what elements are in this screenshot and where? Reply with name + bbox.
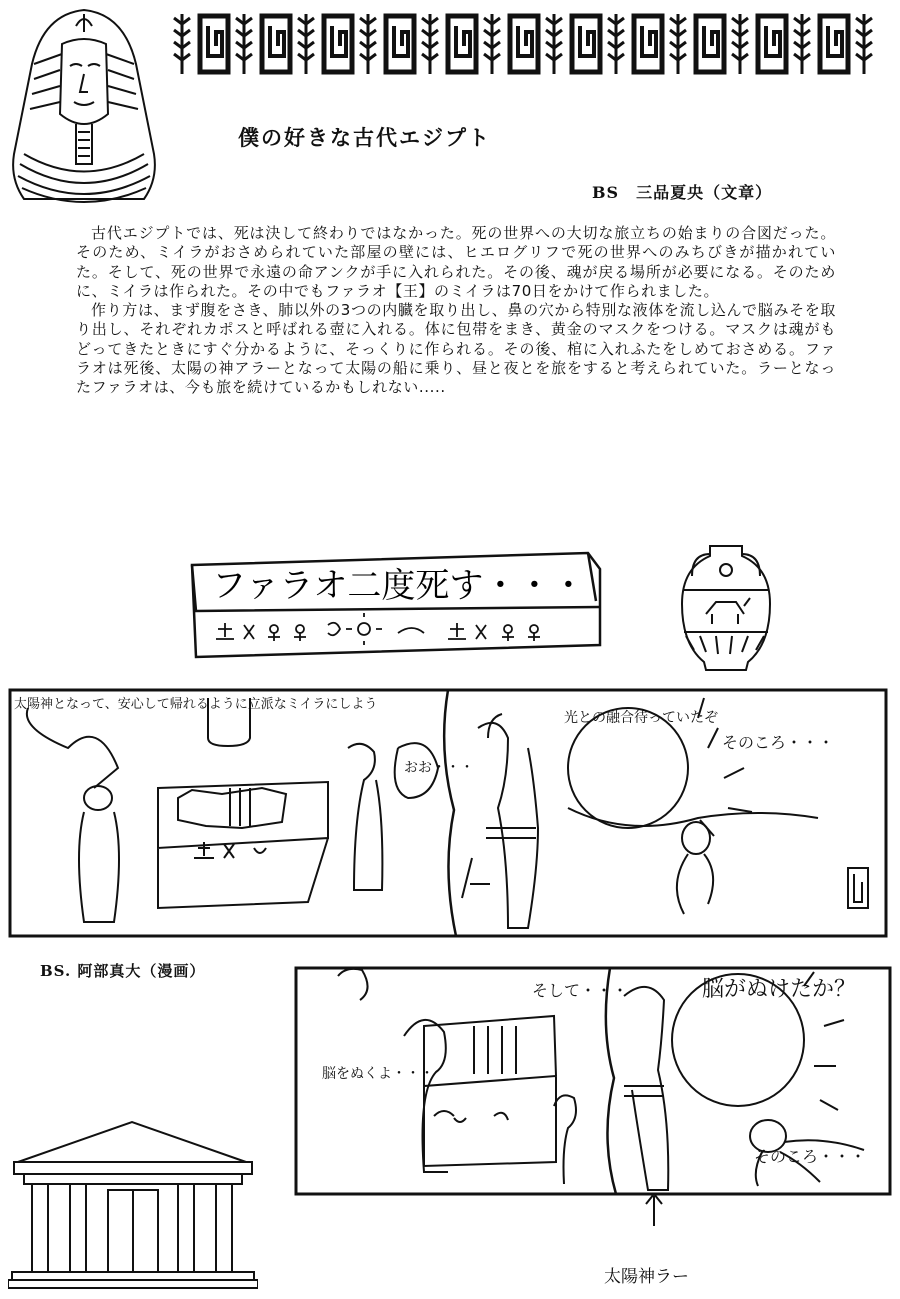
comic-title: ファラオ二度死す・・・ [212,566,586,606]
article-paragraph: 作り方は、まず腹をさき、肺以外の3つの内臓を取り出し、鼻の穴から特別な液体を流し込んで脳みそを取り出し、それぞれカポスと呼ばれる壺に入れる。体に包帯をまき、黄金のマスクをつける。マスクは魂がもどってきたときにすぐ分かるように、そっくりに作られる。その後、棺に入れふたをしめておさめる。ファラオは死後、太陽の神アラーとなって太陽の船に乗り、昼と夜とを旅をすると考えられていた。ラーとなったファラオは、今も旅を続けているかもしれない..... [76,301,836,397]
article-title: 僕の好きな古代エジプト [238,125,491,150]
comic-strip-top [8,688,888,940]
narration: そのころ・・・ [722,733,835,752]
article-body [76,224,836,398]
speech-bubble: おお・・・ [404,760,474,776]
speech-bubble: 脳がぬけたか？ [702,977,857,1002]
speech-bubble: 太陽神となって、安心して帰れるように立派なミイラにしよう [14,697,378,712]
comic-title-box [188,545,608,663]
author-credit: BS 三品夏央（文章） [592,183,773,202]
artist-credit: BS. 阿部真大（漫画） [40,962,206,980]
amphora-vase-illustration [676,540,776,672]
article-paragraph: 古代エジプトでは、死は決して終わりではなかった。死の世界への大切な旅立ちの始まりの合図だった。そのため、ミイラがおさめられていた部屋の壁には、ヒエログリフで死の世界へのみちびきが描かれていた。そして、死の世界で永遠の命アンクが手に入れられた。その後、魂が戻る場所が必要になる。そのために、ミイラは作られた。その中でもファラオ【王】のミイラは70日をかけて作られました。 [76,224,836,300]
ra-pointer-label: 太陽神ラー [604,1267,689,1287]
speech-bubble: 脳をぬくよ・・・ [322,1066,434,1082]
narration: そのころ・・・ [754,1147,867,1166]
pharaoh-mask-illustration [4,4,164,216]
comic-strip-bottom [294,966,894,1228]
narration: そして・・・ [532,981,629,1000]
decorative-border-top [170,10,885,78]
greek-temple-illustration [8,1118,258,1290]
speech-bubble: 光との融合待っていたぞ [564,710,718,726]
